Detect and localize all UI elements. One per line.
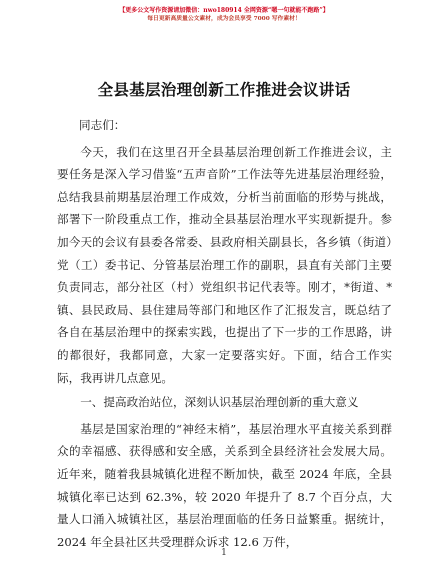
paragraph-significance: 基层是国家治理的“神经末梢”，基层治理水平直接关系到群众的幸福感、获得感和安全感，关系到全县经济社会发展大局。近年来，随着我县城镇化进程不断加快，截至 2024 年底，全县城镇化率已达到 62.3%，较 2020 年提升了 8.7 个百分点，大量人口涌入城镇社区，基层治理面临的任务日益繁重。据统计，2024 年全县社区共受理群众诉求 12.6 万件， [57, 421, 392, 549]
paragraph-opening: 今天，我们在这里召开全县基层治理创新工作推进会议，主要任务是深入学习借鉴“五声音阶”工作法等先进基层治理经验，总结我县前期基层治理工作成效，分析当前面临的形势与挑战，部署下一阶段重点工作，推动全县基层治理水平实现新提升。参加今天的会议有县委各常委、县政府相关副县长，各乡镇（街道）党（工）委书记、分管基层治理工作的副职，县直有关部门主要负责同志，部分社区（村）党组织书记代表等。刚才，*街道、*镇、县民政局、县住建局等部门和地区作了汇报发言，既总结了各自在基层治理中的探索实践，也提出了下一步的工作思路，讲的都很好，我都同意，大家一定要落实好。下面，结合工作实际，我再讲几点意见。 [57, 144, 392, 385]
salutation: 同志们： [79, 118, 126, 132]
promo-banner-line-2: 每日更新高质量公文素材，成为会员享受 7000 写作素材！ [147, 16, 301, 22]
section-heading-1: 一、提高政治站位，深刻认识基层治理创新的重大意义 [80, 395, 359, 410]
document-title: 全县基层治理创新工作推进会议讲话 [97, 81, 351, 99]
document-body [57, 114, 392, 553]
promo-banner-line-1: 【更多公文写作资源请加微信：nwo180914 全网资源“嗯一句就能不跑路”】 [119, 7, 329, 14]
promo-banner [40, 6, 408, 24]
page-number: 1 [221, 548, 227, 558]
